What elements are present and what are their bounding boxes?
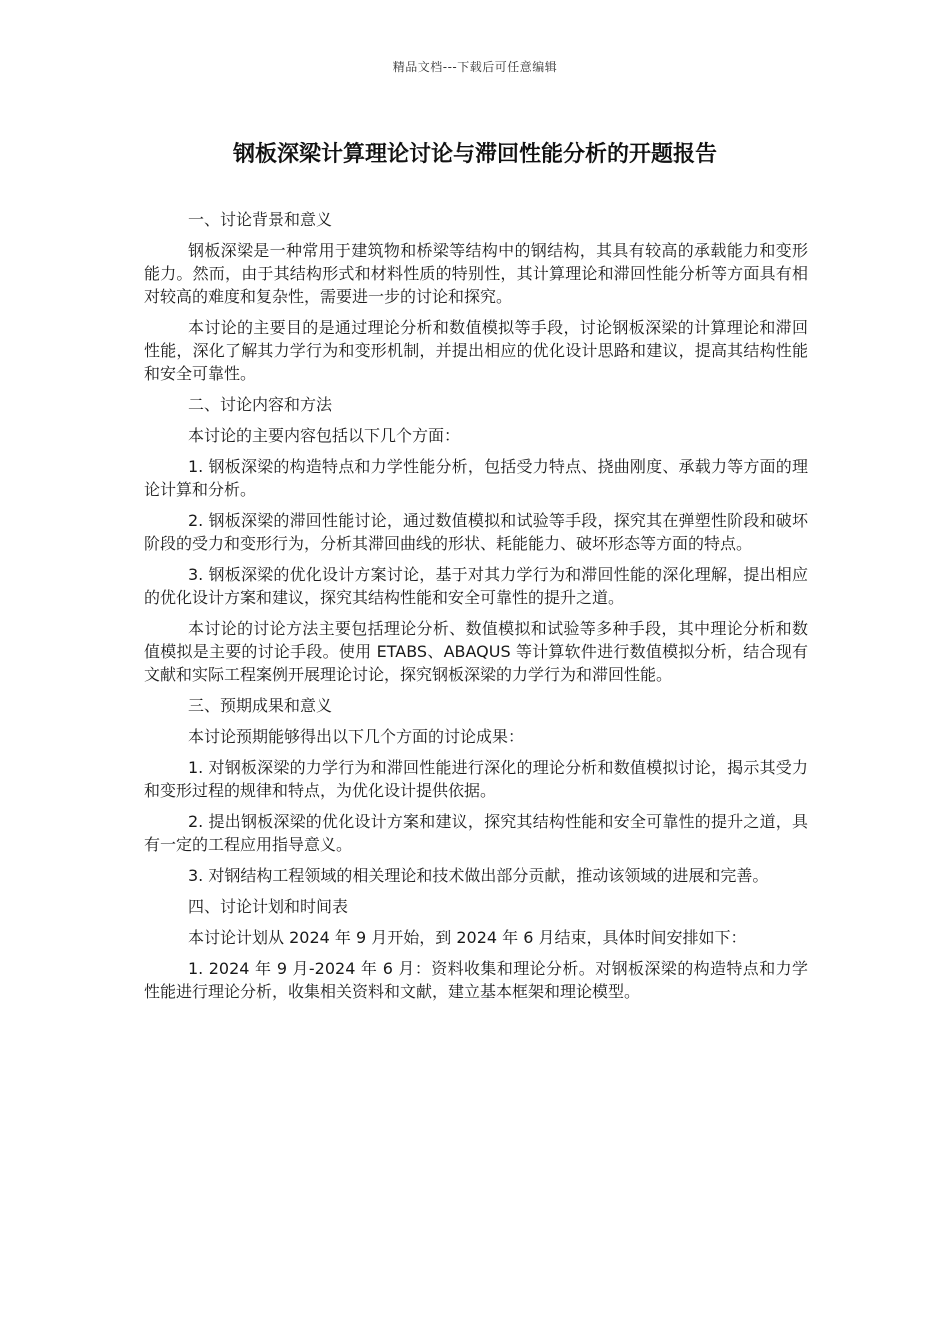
list-item: 2. 提出钢板深梁的优化设计方案和建议，探究其结构性能和安全可靠性的提升之道，具有一定的工程应用指导意义。 [144, 812, 808, 854]
section-heading: 一、讨论背景和意义 [188, 210, 333, 229]
paragraph: 钢板深梁是一种常用于建筑物和桥梁等结构中的钢结构，其具有较高的承载能力和变形能力。然而，由于其结构形式和材料性质的特别性，其计算理论和滞回性能分析等方面具有相对较高的难度和复杂性，需要进一步的讨论和探究。 [144, 241, 808, 306]
paragraph: 本讨论预期能够得出以下几个方面的讨论成果： [188, 727, 525, 746]
section-background [144, 208, 808, 385]
document-title: 钢板深梁计算理论讨论与滞回性能分析的开题报告 [232, 142, 717, 167]
list-item: 1. 钢板深梁的构造特点和力学性能分析，包括受力特点、挠曲刚度、承载力等方面的理论计算和分析。 [144, 457, 808, 499]
section-heading: 三、预期成果和意义 [188, 696, 333, 715]
section-expected-results [144, 694, 808, 887]
list-item: 1. 2024 年 9 月-2024 年 6 月：资料收集和理论分析。对钢板深梁的构造特点和力学性能进行理论分析，收集相关资料和文献，建立基本框架和理论模型。 [144, 959, 808, 1001]
list-item: 2. 钢板深梁的滞回性能讨论，通过数值模拟和试验等手段，探究其在弹塑性阶段和破坏阶段的受力和变形行为，分析其滞回曲线的形状、耗能能力、破坏形态等方面的特点。 [144, 511, 808, 553]
section-heading: 二、讨论内容和方法 [188, 395, 333, 414]
paragraph: 本讨论的主要内容包括以下几个方面： [188, 426, 461, 445]
document-body [144, 208, 808, 1011]
paragraph: 本讨论计划从 2024 年 9 月开始，到 2024 年 6 月结束，具体时间安排如下： [188, 928, 747, 947]
list-item: 3. 钢板深梁的优化设计方案讨论，基于对其力学行为和滞回性能的深化理解，提出相应的优化设计方案和建议，探究其结构性能和安全可靠性的提升之道。 [144, 565, 808, 607]
list-item: 3. 对钢结构工程领域的相关理论和技术做出部分贡献，推动该领域的进展和完善。 [188, 866, 769, 885]
paragraph: 本讨论的主要目的是通过理论分析和数值模拟等手段，讨论钢板深梁的计算理论和滞回性能，深化了解其力学行为和变形机制，并提出相应的优化设计思路和建议，提高其结构性能和安全可靠性。 [144, 318, 808, 383]
page-header: 精品文档---下载后可任意编辑 [392, 60, 558, 74]
section-content-methods [144, 393, 808, 686]
section-schedule [144, 895, 808, 1003]
paragraph: 本讨论的讨论方法主要包括理论分析、数值模拟和试验等多种手段，其中理论分析和数值模拟是主要的讨论手段。使用 ETABS、ABAQUS 等计算软件进行数值模拟分析，结合现有文献和实际工程案例开展理论讨论，探究钢板深梁的力学行为和滞回性能。 [144, 619, 808, 684]
section-heading: 四、讨论计划和时间表 [188, 897, 349, 916]
list-item: 1. 对钢板深梁的力学行为和滞回性能进行深化的理论分析和数值模拟讨论，揭示其受力和变形过程的规律和特点，为优化设计提供依据。 [144, 758, 808, 800]
